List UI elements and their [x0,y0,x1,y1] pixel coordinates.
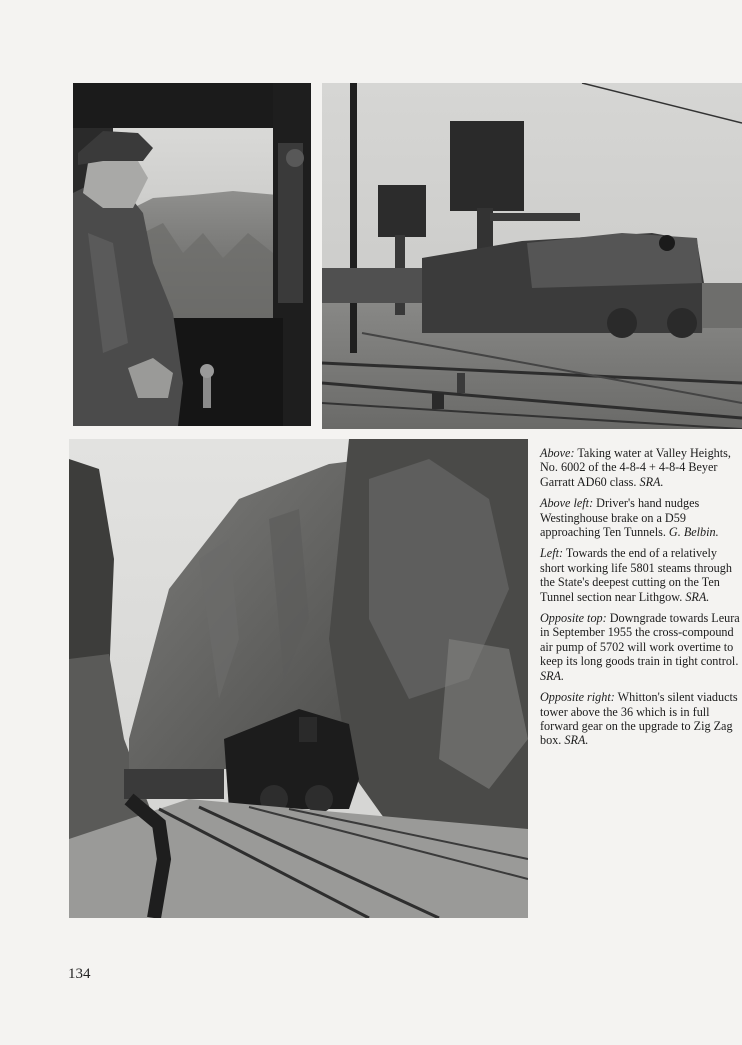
caption-opposite-right: Opposite right: Whitton's silent viaducts tower above the 36 which is in full forward gear on the upgrade to Zig Zag box. SRA. [540,690,738,748]
caption-left: Left: Towards the end of a relatively short working life 5801 steams through the State's deepest cutting on the Ten Tunnel section near Lithgow. SRA. [540,546,732,604]
photo-deep-cutting [69,439,528,918]
page-number: 134 [68,966,91,982]
photo-captions [540,446,742,755]
photo-taking-water [322,83,742,429]
photo-deep-cutting-image [69,439,528,918]
caption-above-left: Above left: Driver's hand nudges Westinghouse brake on a D59 approaching Ten Tunnels. G. Belbin. [540,496,719,540]
photo-driver-in-cab [73,83,311,426]
caption-opposite-top: Opposite top: Downgrade towards Leura in September 1955 the cross-compound air pump of 5702 will work overtime to keep its long goods train in tight control. SRA. [540,611,740,683]
photo-driver-in-cab-image [73,83,311,426]
caption-above: Above: Taking water at Valley Heights, No. 6002 of the 4-8-4 + 4-8-4 Beyer Garratt AD60 class. SRA. [540,446,731,489]
photo-taking-water-image [322,83,742,429]
